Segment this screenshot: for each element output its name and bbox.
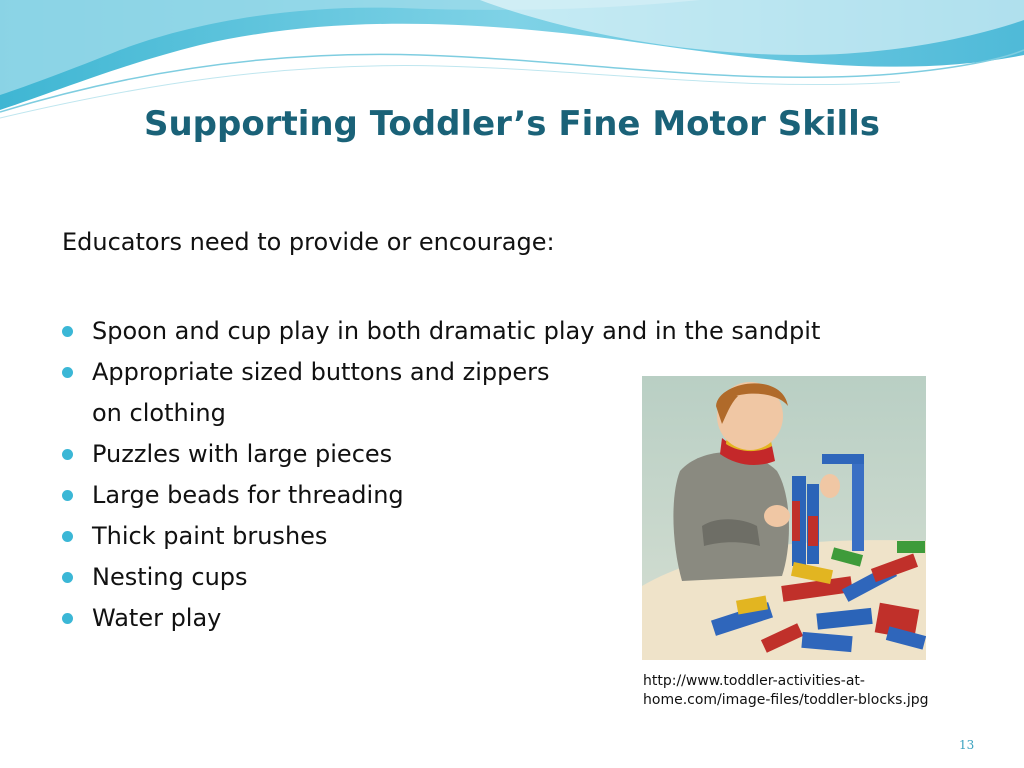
bullet-dot-icon [62,531,73,542]
bullet-text: Water play [92,604,222,632]
photo-caption-line: home.com/image-files/toddler-blocks.jpg [643,692,929,708]
bullet-text: Spoon and cup play in both dramatic play and in the sandpit [92,317,821,345]
bullet-dot-icon [62,326,73,337]
bullet-text: Thick paint brushes [92,522,328,550]
bullet-dot-icon [62,449,73,460]
toddler-blocks-photo [642,376,926,660]
bullet-dot-icon [62,613,73,624]
photo-caption [643,672,929,710]
bullet-dot-icon [62,572,73,583]
bullet-text: Appropriate sized buttons and zippers [92,358,550,386]
bullet-text: Puzzles with large pieces [92,440,393,468]
intro-text: Educators need to provide or encourage: [62,228,555,256]
bullet-text: Nesting cups [92,563,248,591]
page-number: 13 [959,738,975,752]
bullet-text: Large beads for threading [92,481,404,509]
bullet-item [62,311,820,352]
slide-title: Supporting Toddler’s Fine Motor Skills [143,104,881,144]
bullet-dot-icon [62,490,73,501]
photo-caption-line: http://www.toddler-activities-at- [643,673,865,689]
bullet-dot-icon [62,367,73,378]
bullet-text-continuation: on clothing [92,399,226,427]
